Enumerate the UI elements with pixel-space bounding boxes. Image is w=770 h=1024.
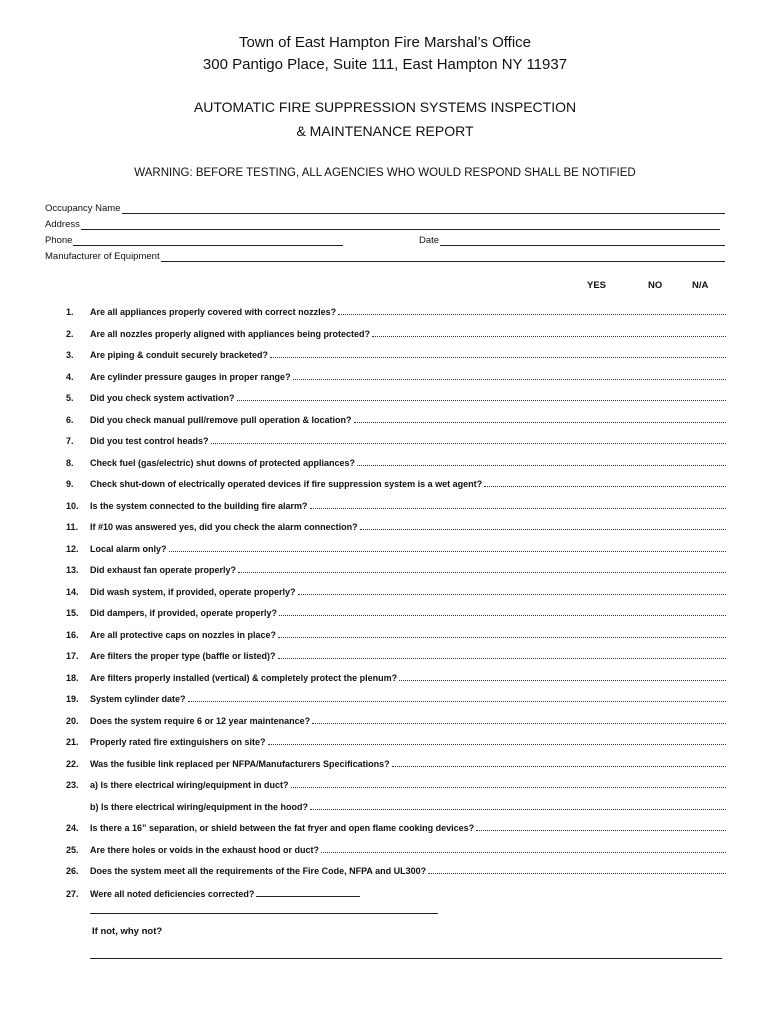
question-number: 26. <box>66 866 79 876</box>
question-text: Are cylinder pressure gauges in proper range? <box>90 371 291 382</box>
question-row <box>66 759 726 770</box>
question-row <box>66 608 726 619</box>
question-number: 4. <box>66 371 74 382</box>
question-text: Local alarm only? <box>90 543 167 554</box>
question-row <box>66 780 726 791</box>
dot-leader <box>354 415 726 423</box>
dot-leader <box>357 458 726 466</box>
question-row <box>66 845 726 856</box>
dot-leader <box>372 329 726 337</box>
question-text: Are filters properly installed (vertical) & completely protect the plenum? <box>90 672 398 683</box>
question-row <box>66 307 726 318</box>
question-text: Are all nozzles properly aligned with appliances being protected? <box>90 328 371 339</box>
question-text: Are all appliances properly covered with correct nozzles? <box>90 307 337 317</box>
question-text: Were all noted deficiencies corrected? <box>90 888 255 899</box>
dot-leader <box>278 630 726 638</box>
question-row <box>66 415 726 426</box>
question-row <box>66 544 726 555</box>
if-not-why-label: If not, why not? <box>92 926 163 937</box>
question-row <box>66 716 726 727</box>
question-number: 18. <box>66 672 79 683</box>
phone-label: Phone <box>45 235 73 246</box>
question-row <box>66 866 726 877</box>
question-row <box>66 651 726 662</box>
question-text: Are filters the proper type (baffle or listed)? <box>90 651 276 661</box>
question-text: Was the fusible link replaced per NFPA/Manufacturers Specifications? <box>90 758 390 769</box>
occupancy-name-field[interactable] <box>45 203 725 214</box>
dot-leader <box>310 501 726 509</box>
dot-leader <box>211 436 726 444</box>
dot-leader <box>399 673 726 681</box>
dot-leader <box>310 802 726 810</box>
question-text: Check fuel (gas/electric) shut downs of protected appliances? <box>90 457 356 468</box>
date-field[interactable] <box>419 235 725 246</box>
question-row <box>66 630 726 641</box>
answer-blank[interactable] <box>256 888 360 897</box>
question-row <box>66 587 726 598</box>
question-row <box>66 393 726 404</box>
report-title-line2: & MAINTENANCE REPORT <box>296 123 474 139</box>
question-row <box>66 802 726 813</box>
office-name: Town of East Hampton Fire Marshal’s Office <box>238 34 532 51</box>
dot-leader <box>392 759 726 767</box>
question-text: Properly rated fire extinguishers on site? <box>90 737 266 747</box>
question-row <box>66 522 726 533</box>
question-number: 25. <box>66 844 79 855</box>
dot-leader <box>476 823 726 831</box>
question-text: If #10 was answered yes, did you check the alarm connection? <box>90 522 358 532</box>
question-number: 1. <box>66 307 74 317</box>
question-number: 27. <box>66 888 79 899</box>
dot-leader <box>321 845 726 853</box>
question-row <box>66 823 726 834</box>
question-row <box>66 673 726 684</box>
occupancy-name-label: Occupancy Name <box>45 203 121 214</box>
manufacturer-label: Manufacturer of Equipment <box>45 251 160 262</box>
manufacturer-field[interactable] <box>45 251 725 262</box>
question-row <box>66 350 726 361</box>
dot-leader <box>360 522 726 530</box>
question-text: Check shut-down of electrically operated devices if fire suppression system is a wet agent? <box>90 479 483 489</box>
question-text: a) Is there electrical wiring/equipment in duct? <box>90 780 289 790</box>
dot-leader <box>188 694 726 702</box>
question-text: Are piping & conduit securely bracketed? <box>90 350 269 360</box>
dot-leader <box>291 780 726 788</box>
question-number: 15. <box>66 608 79 618</box>
dot-leader <box>238 565 726 573</box>
question-text: Did you check manual pull/remove pull operation & location? <box>90 414 352 425</box>
question-number: 11. <box>66 522 79 532</box>
dot-leader <box>278 651 726 659</box>
column-na: N/A <box>692 280 709 291</box>
question-row <box>66 565 726 576</box>
question-text: b) Is there electrical wiring/equipment in the hood? <box>90 801 309 812</box>
dot-leader <box>293 372 726 380</box>
office-address: 300 Pantigo Place, Suite 111, East Hampton NY 11937 <box>202 56 568 73</box>
dot-leader <box>237 393 726 401</box>
question-text: Is the system connected to the building fire alarm? <box>90 500 308 511</box>
question-text: Did wash system, if provided, operate properly? <box>90 586 296 597</box>
question-row <box>66 329 726 340</box>
column-no: NO <box>648 280 663 291</box>
dot-leader <box>312 716 726 724</box>
dot-leader <box>428 866 726 874</box>
question-row <box>66 501 726 512</box>
warning-text: WARNING: BEFORE TESTING, ALL AGENCIES WHO WOULD RESPOND SHALL BE NOTIFIED <box>134 167 636 179</box>
question-number: 7. <box>66 436 74 446</box>
question-number: 3. <box>66 350 74 360</box>
dot-leader <box>268 737 726 745</box>
question-number: 16. <box>66 629 79 640</box>
question-number: 17. <box>66 651 79 661</box>
question-text: Did you test control heads? <box>90 436 209 446</box>
question-number: 21. <box>66 737 79 747</box>
question-text: Are all protective caps on nozzles in place? <box>90 629 277 640</box>
question-number: 23. <box>66 780 79 790</box>
question-number: 22. <box>66 758 79 769</box>
answer-line[interactable] <box>90 913 438 914</box>
question-text: Does the system require 6 or 12 year maintenance? <box>90 715 311 726</box>
question-number: 8. <box>66 457 74 468</box>
question-number: 10. <box>66 500 79 511</box>
question-text: Is there a 16” separation, or shield between the fat fryer and open flame cooking devices? <box>90 823 475 833</box>
question-row <box>66 458 726 469</box>
explanation-line[interactable] <box>90 958 722 959</box>
address-label: Address <box>45 219 80 230</box>
question-text: System cylinder date? <box>90 694 186 704</box>
dot-leader <box>169 544 726 552</box>
question-number: 19. <box>66 694 79 704</box>
dot-leader <box>484 479 726 487</box>
question-number: 6. <box>66 414 74 425</box>
address-field[interactable] <box>45 219 720 230</box>
dot-leader <box>279 608 726 616</box>
question-number: 5. <box>66 393 74 403</box>
question-row <box>66 479 726 490</box>
question-row <box>66 737 726 748</box>
dot-leader <box>338 307 726 315</box>
dot-leader <box>270 350 726 358</box>
column-yes: YES <box>587 280 607 291</box>
question-text: Did you check system activation? <box>90 393 235 403</box>
date-label: Date <box>419 235 440 246</box>
question-number: 24. <box>66 823 79 833</box>
question-text: Does the system meet all the requirements of the Fire Code, NFPA and UL300? <box>90 866 427 876</box>
question-number: 14. <box>66 586 79 597</box>
dot-leader <box>298 587 726 595</box>
question-text: Did dampers, if provided, operate properly? <box>90 608 278 618</box>
question-number: 13. <box>66 565 79 575</box>
question-number: 2. <box>66 328 74 339</box>
question-number: 20. <box>66 715 79 726</box>
question-row <box>66 372 726 383</box>
question-number: 12. <box>66 543 79 554</box>
question-number: 9. <box>66 479 74 489</box>
question-row <box>66 694 726 705</box>
phone-field[interactable] <box>45 235 343 246</box>
question-row <box>66 888 726 900</box>
report-title-line1: AUTOMATIC FIRE SUPPRESSION SYSTEMS INSPECTION <box>193 99 577 115</box>
question-row <box>66 436 726 447</box>
question-text: Are there holes or voids in the exhaust hood or duct? <box>90 844 320 855</box>
question-text: Did exhaust fan operate properly? <box>90 565 237 575</box>
